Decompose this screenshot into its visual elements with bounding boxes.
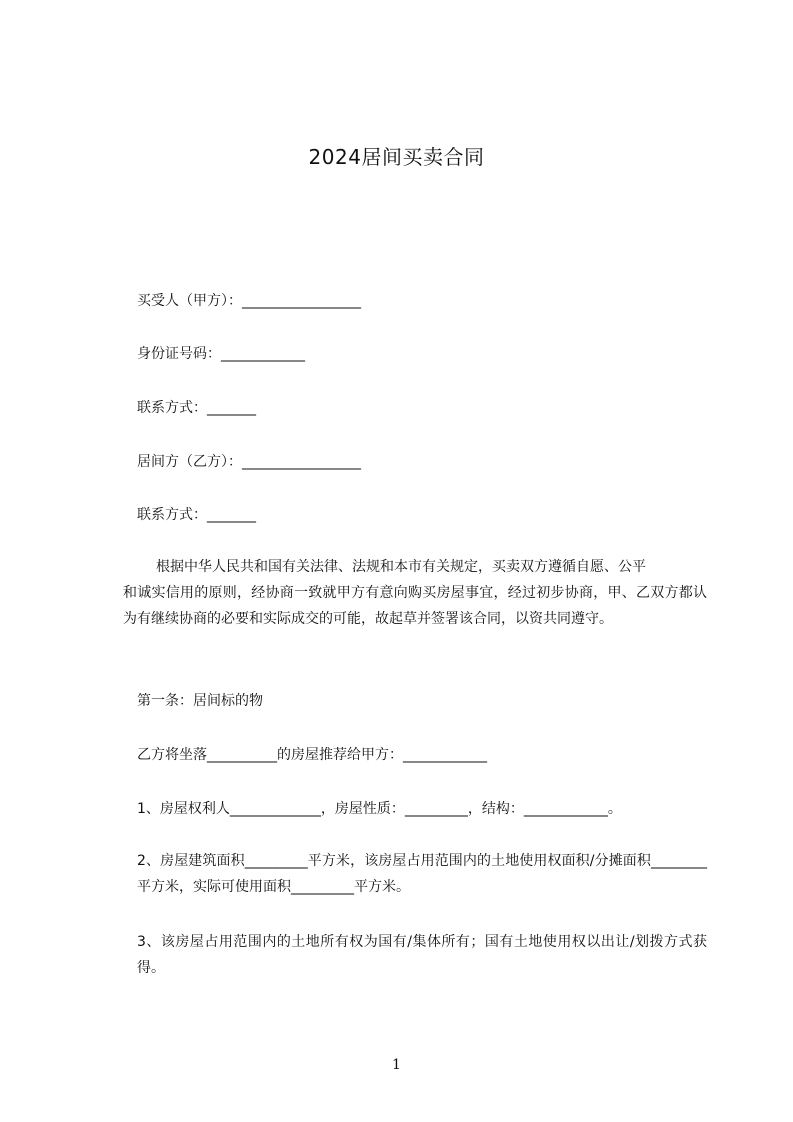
buyer-field: 买受人（甲方）：_________________	[137, 293, 361, 309]
page-number: 1	[392, 1057, 401, 1073]
id-number-field: 身份证号码：____________	[137, 346, 305, 362]
broker-field: 居间方（乙方）：_________________	[137, 454, 361, 470]
article1-item2-text: 2、房屋建筑面积_________平方米，该房屋占用范围内的土地使用权面积/分摊面积________平方米，实际可使用面积_________平方米。	[137, 853, 707, 895]
buyer-contact-field: 联系方式：_______	[137, 400, 256, 416]
article1-item3-text: 3、该房屋占用范围内的土地所有权为国有/集体所有；国有土地使用权以出让/划拨方式获得。	[137, 934, 707, 976]
preamble-first-line: 根据中华人民共和国有关法律、法规和本市有关规定，买卖双方遵循自愿、公平	[156, 559, 646, 575]
broker-contact-field: 联系方式：_______	[137, 507, 256, 523]
preamble-rest: 和诚实信用的原则，经协商一致就甲方有意向购买房屋事宜，经过初步协商，甲、乙双方都认为有继续协商的必要和实际成交的可能，故起草并签署该合同，以资共同遵守。	[123, 585, 707, 627]
document-title: 2024居间买卖合同	[308, 145, 485, 169]
article1-item2	[137, 848, 707, 900]
preamble-paragraph	[123, 554, 707, 632]
article1-intro: 乙方将坐落__________的房屋推荐给甲方：____________	[137, 747, 487, 763]
article1-heading: 第一条：居间标的物	[137, 693, 263, 709]
article1-item3	[137, 929, 707, 981]
article1-item1: 1、房屋权利人_____________，房屋性质：_________，结构：____________。	[137, 801, 622, 817]
